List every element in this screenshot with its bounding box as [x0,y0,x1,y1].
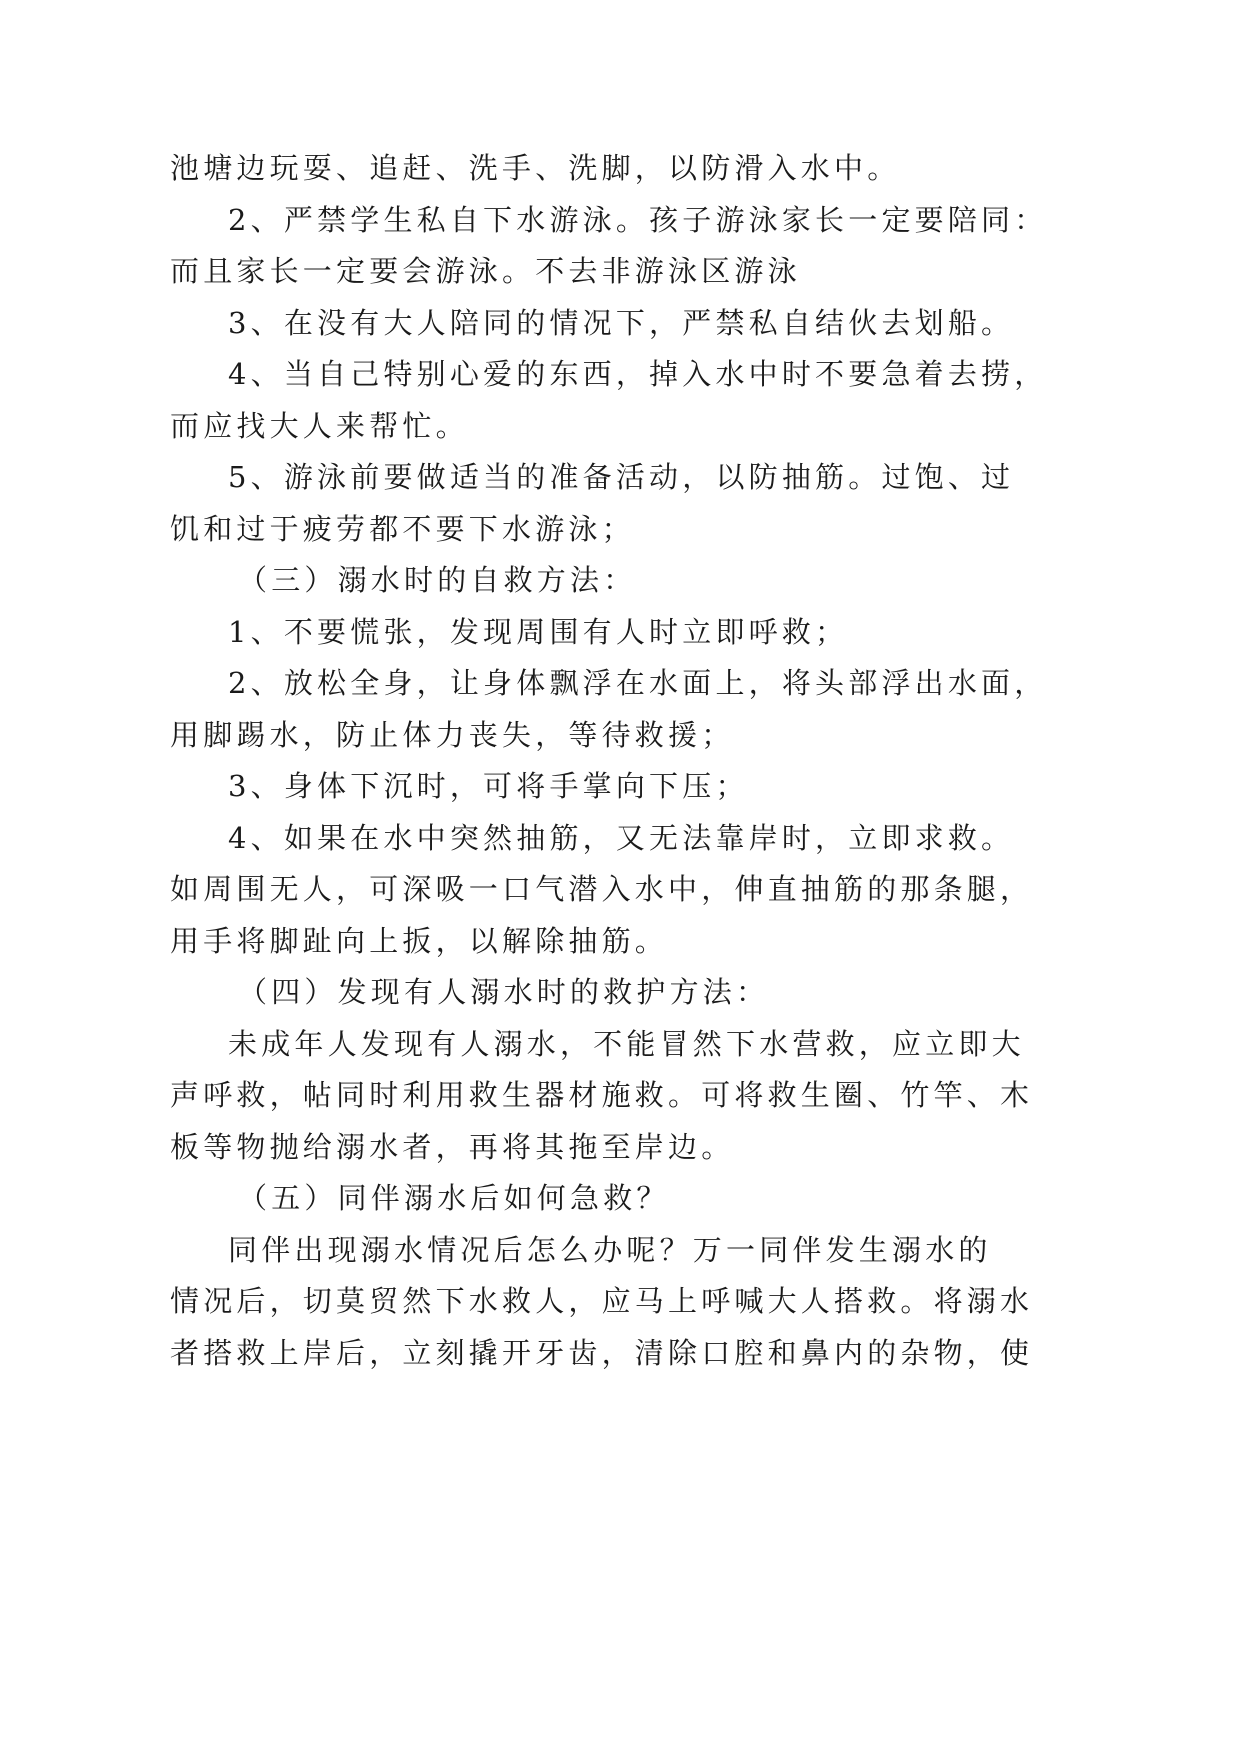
text-line: 1、不要慌张，发现周围有人时立即呼救； [228,614,849,649]
text-line: 3、身体下沉时，可将手掌向下压； [228,769,749,803]
section-heading: （四）发现有人溺水时的救护方法： [238,975,770,1009]
text-line: 2、放松全身，让身体飘浮在水面上，将头部浮出水面， [228,666,1048,700]
section-heading: （三）溺水时的自救方法： [238,563,637,597]
text-line: 同伴出现溺水情况后怎么办呢？万一同伴发生溺水的 [228,1232,992,1267]
text-line: 情况后，切莫贸然下水救人，应马上呼喊大人搭救。将溺水 [170,1284,1034,1318]
text-line: 2、严禁学生私自下水游泳。孩子游泳家长一定要陪同： [228,202,1048,237]
text-line: 4、当自己特别心爱的东西，掉入水中时不要急着去捞， [228,357,1048,391]
section-heading: （五）同伴溺水后如何急救？ [238,1181,670,1215]
text-line: 板等物抛给溺水者，再将其拖至岸边。 [170,1129,735,1164]
text-line: 而且家长一定要会游泳。不去非游泳区游泳 [170,254,801,288]
text-line: 用手将脚趾向上扳，以解除抽筋。 [170,923,669,958]
text-line: 池塘边玩耍、追赶、洗手、洗脚，以防滑入水中。 [170,151,901,185]
text-line: 用脚踢水，防止体力丧失，等待救援； [170,717,735,752]
document-body [170,143,1048,1379]
text-line: 饥和过于疲劳都不要下水游泳； [170,511,635,546]
text-line: 4、如果在水中突然抽筋，又无法靠岸时，立即求救。 [228,820,1015,855]
text-line: 而应找大人来帮忙。 [170,408,469,443]
text-line: 3、在没有大人陪同的情况下，严禁私自结伙去划船。 [228,305,1015,340]
text-line: 如周围无人，可深吸一口气潜入水中，伸直抽筋的那条腿， [170,872,1034,906]
text-line: 5、游泳前要做适当的准备活动，以防抽筋。过饱、过 [228,460,1015,494]
text-line: 未成年人发现有人溺水，不能冒然下水营救，应立即大 [228,1026,1025,1061]
text-line: 者搭救上岸后，立刻撬开牙齿，清除口腔和鼻内的杂物，使 [170,1335,1034,1370]
text-line: 声呼救，帖同时利用救生器材施救。可将救生圈、竹竿、木 [170,1078,1034,1112]
